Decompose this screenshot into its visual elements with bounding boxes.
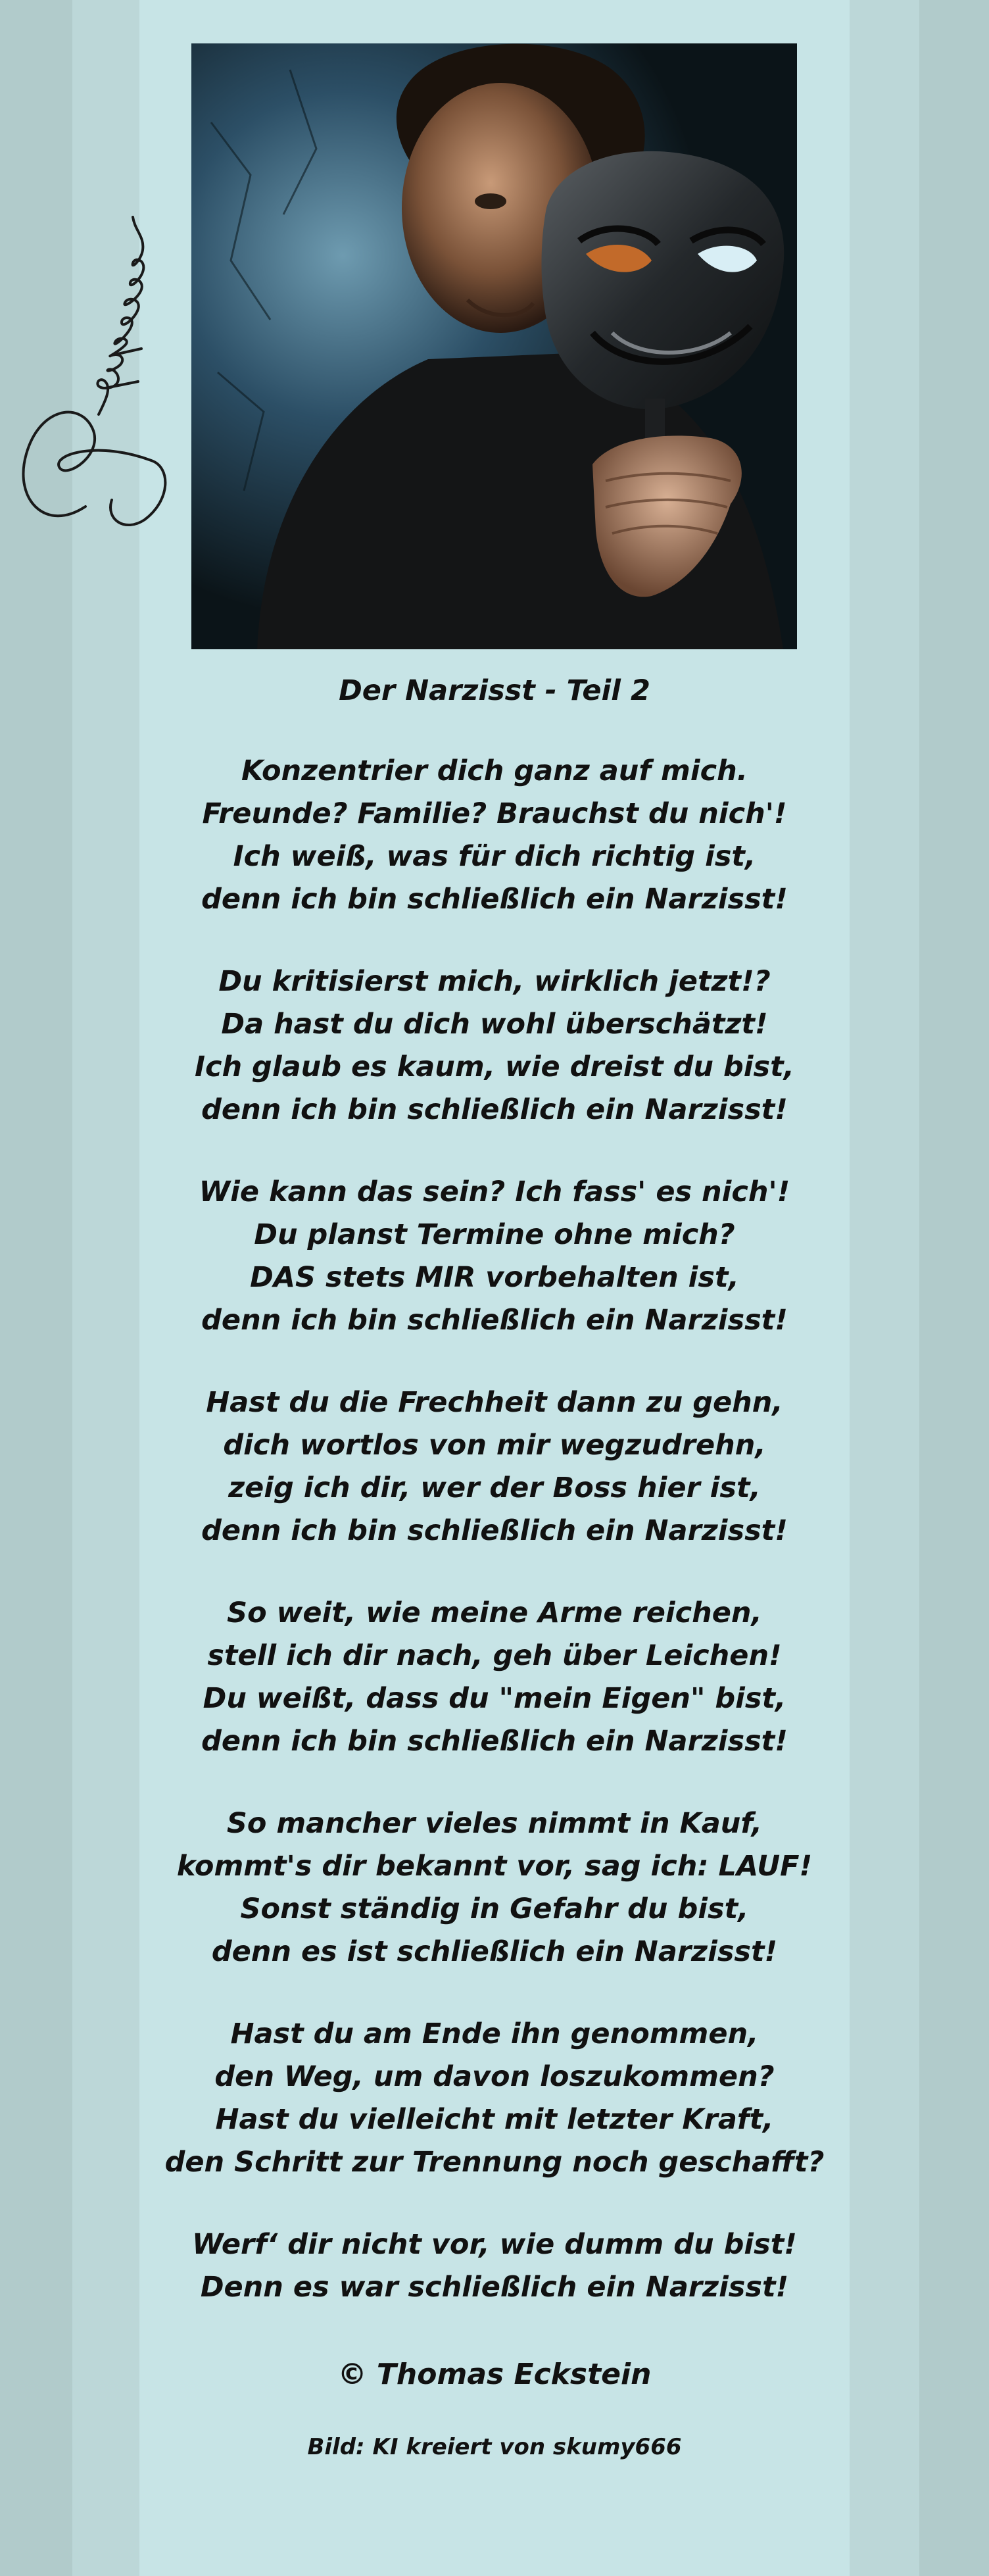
stanza (139, 1592, 850, 1763)
poem-line: dich wortlos von mir wegzudrehn, (223, 1429, 766, 1462)
poem-line: DAS stets MIR vorbehalten ist, (250, 1261, 739, 1294)
poem-line: stell ich dir nach, geh über Leichen! (207, 1639, 782, 1672)
poem-line: den Weg, um davon loszukommen? (214, 2060, 775, 2093)
stanza (139, 750, 850, 921)
poem-line: denn es ist schließlich ein Narzisst! (211, 1935, 778, 1968)
poem-line: Ich glaub es kaum, wie dreist du bist, (194, 1051, 794, 1083)
poem-line: denn ich bin schließlich ein Narzisst! (201, 883, 788, 916)
poem-line: Ich weiß, was für dich richtig ist, (233, 840, 756, 873)
poem-line: Da hast du dich wohl überschätzt! (221, 1008, 768, 1041)
poem-line: den Schritt zur Trennung noch geschafft? (164, 2146, 825, 2179)
poem-line: denn ich bin schließlich ein Narzisst! (201, 1093, 788, 1126)
poem-line: Werf‘ dir nicht vor, wie dumm du bist! (192, 2228, 797, 2261)
poem-line: Konzentrier dich ganz auf mich. (241, 755, 748, 787)
poem-line: Wie kann das sein? Ich fass' es nich'! (199, 1176, 790, 1208)
poem-line: denn ich bin schließlich ein Narzisst! (201, 1514, 788, 1547)
masked-man-photo (191, 43, 797, 649)
poem-line: So mancher vieles nimmt in Kauf, (226, 1807, 763, 1840)
stanza (139, 960, 850, 1131)
image-credit: Bild: KI kreiert von skumy666 (307, 2434, 682, 2460)
stanza (139, 1802, 850, 1973)
poem-line: Hast du vielleicht mit letzter Kraft, (215, 2103, 774, 2136)
stanza (139, 2223, 850, 2309)
stanza (139, 1381, 850, 1552)
stanza (139, 1171, 850, 1342)
poem-line: kommt's dir bekannt vor, sag ich: LAUF! (176, 1850, 813, 1883)
background-stripe (850, 0, 919, 2576)
poem-line: Sonst ständig in Gefahr du bist, (240, 1893, 749, 1925)
poem-line: Hast du am Ende ihn genommen, (230, 2018, 759, 2050)
stanza (139, 2013, 850, 2184)
signature-logo (7, 191, 171, 559)
poem-title: Der Narzisst - Teil 2 (339, 674, 650, 707)
poem-line: denn ich bin schließlich ein Narzisst! (201, 1725, 788, 1758)
poem-line: zeig ich dir, wer der Boss hier ist, (228, 1472, 761, 1504)
poem-line: Hast du die Frechheit dann zu gehn, (206, 1386, 783, 1419)
author-copyright: © Thomas Eckstein (337, 2358, 652, 2391)
poem-line: Denn es war schließlich ein Narzisst! (200, 2271, 789, 2304)
poem-line: Du kritisierst mich, wirklich jetzt!? (218, 965, 771, 998)
poem-line: denn ich bin schließlich ein Narzisst! (201, 1304, 788, 1337)
poem-line: So weit, wie meine Arme reichen, (227, 1597, 762, 1629)
poem-line: Freunde? Familie? Brauchst du nich'! (202, 797, 787, 830)
poem-line: Du weißt, dass du "mein Eigen" bist, (203, 1682, 786, 1715)
poem (139, 664, 850, 2464)
background-stripe (919, 0, 989, 2576)
poem-line: Du planst Termine ohne mich? (254, 1218, 735, 1251)
